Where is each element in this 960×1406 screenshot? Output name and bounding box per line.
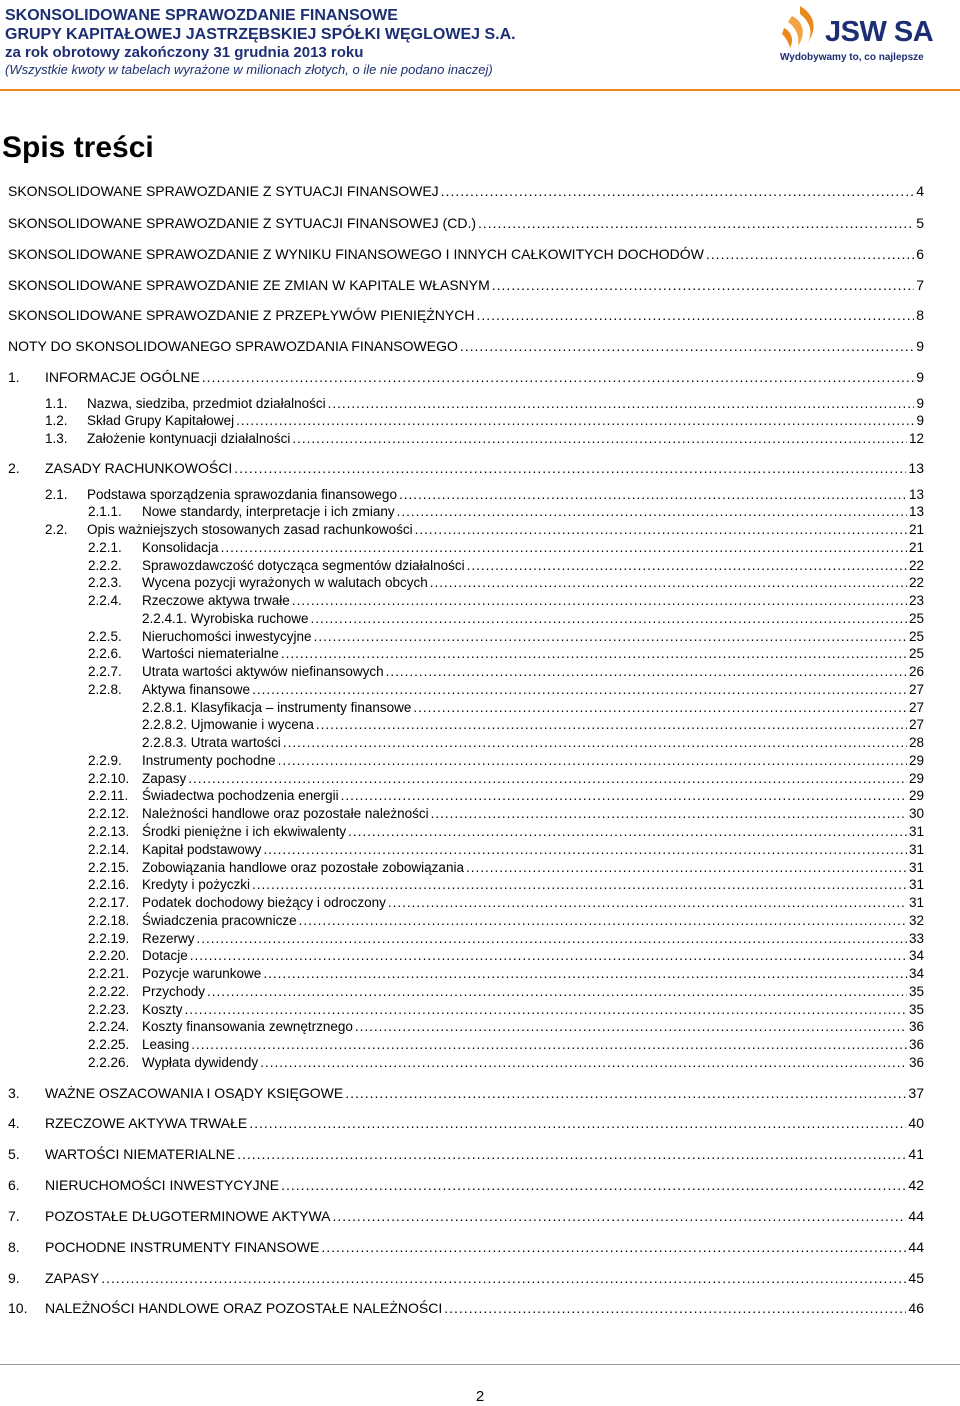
toc-entry-number: 2.2.7. xyxy=(88,664,122,679)
toc-entry-page: 36 xyxy=(908,1019,924,1034)
header-period: za rok obrotowy zakończony 31 grudnia 2013 roku xyxy=(5,44,364,61)
toc-entry-number: 2.2.15. xyxy=(88,860,130,875)
toc-dot-leader xyxy=(345,1085,906,1101)
toc-dot-leader xyxy=(283,735,907,750)
toc-entry-number: 2.2.26. xyxy=(88,1055,130,1070)
toc-entry-number: 2. xyxy=(8,460,20,476)
toc-entry-page: 9 xyxy=(916,396,924,411)
toc-entry[interactable] xyxy=(88,558,924,576)
toc-entry-title: 2.2.8.1. Klasyfikacja – instrumenty finansowe xyxy=(142,700,412,715)
toc-entry[interactable] xyxy=(8,277,924,295)
toc-entry[interactable] xyxy=(88,540,924,558)
toc-entry-page: 22 xyxy=(908,575,924,590)
toc-entry-number: 2.2.13. xyxy=(88,824,130,839)
toc-entry-title: POZOSTAŁE DŁUGOTERMINOWE AKTYWA xyxy=(45,1208,331,1224)
toc-entry-number: 2.2.14. xyxy=(88,842,130,857)
toc-entry-page: 25 xyxy=(908,611,924,626)
toc-entry-title: Leasing xyxy=(142,1037,190,1052)
toc-entry-title: SKONSOLIDOWANE SPRAWOZDANIE Z WYNIKU FINANSOWEGO I INNYCH CAŁKOWITYCH DOCHODÓW xyxy=(8,246,704,262)
logo-wordmark: JSW SA xyxy=(825,16,934,48)
logo-tagline: Wydobywamy to, co najlepsze xyxy=(780,52,924,63)
toc-dot-leader xyxy=(413,700,907,715)
toc-entry-page: 9 xyxy=(916,369,924,385)
toc-entry-page: 13 xyxy=(908,460,924,476)
toc-dot-leader xyxy=(185,1002,907,1017)
toc-entry-page: 29 xyxy=(908,753,924,768)
toc-dot-leader xyxy=(431,806,907,821)
toc-entry-number: 2.2.16. xyxy=(88,877,130,892)
toc-entry-number: 2.2.9. xyxy=(88,753,122,768)
toc-entry-title: Instrumenty pochodne xyxy=(142,753,276,768)
toc-entry[interactable] xyxy=(8,460,924,478)
toc-entry[interactable] xyxy=(8,369,924,387)
toc-entry[interactable] xyxy=(88,504,924,522)
toc-entry-number: 2.2.17. xyxy=(88,895,130,910)
toc-entry-title: Opis ważniejszych stosowanych zasad rachunkowości xyxy=(87,522,413,537)
toc-entry[interactable] xyxy=(88,1037,924,1055)
toc-entry-number: 1.2. xyxy=(45,413,68,428)
toc-entry-number: 3. xyxy=(8,1085,20,1101)
toc-dot-leader xyxy=(292,593,907,608)
toc-dot-leader xyxy=(252,877,907,892)
toc-entry-page: 29 xyxy=(908,771,924,786)
toc-entry-number: 2.2.6. xyxy=(88,646,122,661)
toc-entry-page: 28 xyxy=(908,735,924,750)
page-title: Spis treści xyxy=(2,131,154,164)
toc-entry[interactable] xyxy=(45,487,924,505)
toc-entry-title: Pozycje warunkowe xyxy=(142,966,262,981)
toc-entry-title: SKONSOLIDOWANE SPRAWOZDANIE Z SYTUACJI FINANSOWEJ xyxy=(8,183,439,199)
toc-entry-page: 32 xyxy=(908,913,924,928)
toc-entry-title: SKONSOLIDOWANE SPRAWOZDANIE Z SYTUACJI FINANSOWEJ (CD.) xyxy=(8,215,476,231)
toc-dot-leader xyxy=(207,984,907,999)
toc-dot-leader xyxy=(460,338,914,354)
toc-entry-page: 44 xyxy=(908,1208,924,1224)
toc-entry[interactable] xyxy=(8,246,924,264)
toc-dot-leader xyxy=(321,1239,906,1255)
toc-entry-number: 6. xyxy=(8,1177,20,1193)
toc-entry[interactable] xyxy=(142,611,924,629)
toc-entry-number: 2.2.10. xyxy=(88,771,130,786)
toc-entry-title: Należności handlowe oraz pozostałe należności xyxy=(142,806,429,821)
toc-entry-page: 23 xyxy=(908,593,924,608)
toc-dot-leader xyxy=(252,682,907,697)
toc-entry-number: 1.3. xyxy=(45,431,68,446)
toc-entry-title: Wartości niematerialne xyxy=(142,646,279,661)
toc-entry-page: 22 xyxy=(908,558,924,573)
toc-entry-number: 2.2.21. xyxy=(88,966,130,981)
toc-entry-title: ZASADY RACHUNKOWOŚCI xyxy=(45,460,233,476)
toc-entry-page: 45 xyxy=(908,1270,924,1286)
toc-entry-page: 8 xyxy=(916,307,924,323)
toc-entry[interactable] xyxy=(88,1019,924,1037)
toc-entry-title: Świadczenia pracownicze xyxy=(142,913,297,928)
toc-entry-title: WARTOŚCI NIEMATERIALNE xyxy=(45,1146,236,1162)
toc-dot-leader xyxy=(237,1146,906,1162)
toc-dot-leader xyxy=(263,966,907,981)
toc-dot-leader xyxy=(492,277,914,293)
toc-entry[interactable] xyxy=(88,806,924,824)
toc-entry-number: 8. xyxy=(8,1239,20,1255)
toc-dot-leader xyxy=(430,575,907,590)
toc-dot-leader xyxy=(388,895,907,910)
toc-entry-title: Przychody xyxy=(142,984,206,999)
toc-entry-number: 1. xyxy=(8,369,20,385)
toc-entry[interactable] xyxy=(8,1177,924,1195)
toc-entry-number: 2.2.12. xyxy=(88,806,130,821)
toc-entry-number: 7. xyxy=(8,1208,20,1224)
toc-dot-leader xyxy=(221,540,907,555)
toc-entry-title: Kapitał podstawowy xyxy=(142,842,262,857)
toc-entry[interactable] xyxy=(88,842,924,860)
toc-entry-title: POCHODNE INSTRUMENTY FINANSOWE xyxy=(45,1239,320,1255)
toc-entry-page: 4 xyxy=(916,183,924,199)
toc-entry[interactable] xyxy=(88,664,924,682)
toc-dot-leader xyxy=(202,369,914,385)
toc-entry-page: 42 xyxy=(908,1177,924,1193)
toc-entry-title: Podstawa sporządzenia sprawozdania finansowego xyxy=(87,487,397,502)
toc-entry-number: 2.2.1. xyxy=(88,540,122,555)
toc-entry-page: 27 xyxy=(908,717,924,732)
toc-entry[interactable] xyxy=(88,753,924,771)
toc-entry[interactable] xyxy=(8,1208,924,1226)
toc-entry-title: NOTY DO SKONSOLIDOWANEGO SPRAWOZDANIA FINANSOWEGO xyxy=(8,338,458,354)
toc-entry-title: Nieruchomości inwestycyjne xyxy=(142,629,312,644)
toc-entry-page: 36 xyxy=(908,1055,924,1070)
toc-dot-leader xyxy=(299,913,907,928)
toc-entry[interactable] xyxy=(8,183,924,201)
toc-entry[interactable] xyxy=(88,966,924,984)
toc-entry[interactable] xyxy=(88,771,924,789)
toc-entry-title: Nazwa, siedziba, przedmiot działalności xyxy=(87,396,326,411)
toc-entry-page: 34 xyxy=(908,948,924,963)
toc-entry[interactable] xyxy=(8,1300,924,1318)
toc-entry-number: 2.1. xyxy=(45,487,68,502)
toc-entry-number: 10. xyxy=(8,1300,28,1316)
toc-entry-title: NIERUCHOMOŚCI INWESTYCYJNE xyxy=(45,1177,280,1193)
toc-entry[interactable] xyxy=(8,307,924,325)
toc-entry[interactable] xyxy=(45,522,924,540)
toc-dot-leader xyxy=(706,246,914,262)
toc-entry[interactable] xyxy=(142,700,924,718)
toc-entry-page: 27 xyxy=(908,682,924,697)
toc-entry-page: 13 xyxy=(908,487,924,502)
toc-dot-leader xyxy=(397,504,907,519)
toc-entry-number: 2.2.5. xyxy=(88,629,122,644)
toc-entry[interactable] xyxy=(88,575,924,593)
toc-entry-title: Zapasy xyxy=(142,771,187,786)
toc-entry[interactable] xyxy=(8,1146,924,1164)
toc-entry-page: 44 xyxy=(908,1239,924,1255)
toc-entry-page: 41 xyxy=(908,1146,924,1162)
toc-entry[interactable] xyxy=(45,413,924,431)
toc-entry-title: ZAPASY xyxy=(45,1270,100,1286)
toc-dot-leader xyxy=(278,753,907,768)
toc-dot-leader xyxy=(348,824,907,839)
toc-dot-leader xyxy=(467,558,907,573)
toc-entry[interactable] xyxy=(88,948,924,966)
toc-entry-page: 25 xyxy=(908,646,924,661)
toc-dot-leader xyxy=(316,717,907,732)
toc-entry-title: Zobowiązania handlowe oraz pozostałe zobowiązania xyxy=(142,860,464,875)
toc-entry-number: 2.2.19. xyxy=(88,931,130,946)
toc-dot-leader xyxy=(249,1115,906,1131)
toc-entry-number: 2.2.24. xyxy=(88,1019,130,1034)
toc-dot-leader xyxy=(341,788,907,803)
toc-entry[interactable] xyxy=(88,1002,924,1020)
toc-dot-leader xyxy=(314,629,907,644)
toc-entry[interactable] xyxy=(142,735,924,753)
toc-entry[interactable] xyxy=(88,629,924,647)
toc-entry-page: 31 xyxy=(908,877,924,892)
toc-entry[interactable] xyxy=(45,431,924,449)
toc-entry-title: Założenie kontynuacji działalności xyxy=(87,431,291,446)
toc-entry-number: 2.2.11. xyxy=(88,788,129,803)
toc-entry-page: 35 xyxy=(908,1002,924,1017)
company-logo xyxy=(780,0,960,72)
toc-entry-page: 31 xyxy=(908,842,924,857)
toc-entry-number: 1.1. xyxy=(45,396,68,411)
toc-entry-page: 31 xyxy=(908,824,924,839)
toc-entry[interactable] xyxy=(88,860,924,878)
toc-entry-page: 12 xyxy=(908,431,924,446)
toc-dot-leader xyxy=(281,646,907,661)
toc-dot-leader xyxy=(355,1019,907,1034)
toc-entry-title: Dotacje xyxy=(142,948,188,963)
toc-entry-title: WAŻNE OSZACOWANIA I OSĄDY KSIĘGOWE xyxy=(45,1085,344,1101)
toc-entry[interactable] xyxy=(8,1115,924,1133)
toc-entry-title: SKONSOLIDOWANE SPRAWOZDANIE ZE ZMIAN W KAPITALE WŁASNYM xyxy=(8,277,490,293)
flame-icon xyxy=(780,2,826,52)
toc-entry[interactable] xyxy=(8,215,924,233)
toc-entry-page: 26 xyxy=(908,664,924,679)
toc-entry-page: 13 xyxy=(908,504,924,519)
toc-entry-page: 30 xyxy=(908,806,924,821)
toc-dot-leader xyxy=(191,1037,907,1052)
toc-entry-number: 2.2.23. xyxy=(88,1002,130,1017)
toc-entry[interactable] xyxy=(88,984,924,1002)
toc-entry-number: 2.2.18. xyxy=(88,913,130,928)
toc-dot-leader xyxy=(478,215,914,231)
toc-entry-title: Rezerwy xyxy=(142,931,195,946)
footer-divider xyxy=(0,1364,960,1365)
toc-entry-title: Świadectwa pochodzenia energii xyxy=(142,788,339,803)
toc-entry-number: 2.2.25. xyxy=(88,1037,130,1052)
toc-entry-title: NALEŻNOŚCI HANDLOWE ORAZ POZOSTAŁE NALEŻNOŚCI xyxy=(45,1300,443,1316)
header-note: (Wszystkie kwoty w tabelach wyrażone w milionach złotych, o ile nie podano inaczej) xyxy=(5,62,493,77)
toc-entry-number: 2.2.4. xyxy=(88,593,122,608)
toc-entry-title: RZECZOWE AKTYWA TRWAŁE xyxy=(45,1115,248,1131)
toc-dot-leader xyxy=(234,460,906,476)
toc-entry[interactable] xyxy=(88,593,924,611)
toc-dot-leader xyxy=(476,307,914,323)
toc-entry-number: 2.2.2. xyxy=(88,558,122,573)
toc-entry-title: 2.2.4.1. Wyrobiska ruchowe xyxy=(142,611,309,626)
toc-entry-number: 2.2.3. xyxy=(88,575,122,590)
toc-entry-title: Środki pieniężne i ich ekwiwalenty xyxy=(142,824,347,839)
toc-entry-title: Utrata wartości aktywów niefinansowych xyxy=(142,664,384,679)
toc-entry-number: 4. xyxy=(8,1115,20,1131)
toc-entry-page: 9 xyxy=(916,413,924,428)
toc-entry-page: 25 xyxy=(908,629,924,644)
toc-dot-leader xyxy=(263,842,907,857)
toc-dot-leader xyxy=(260,1055,907,1070)
toc-dot-leader xyxy=(310,611,907,626)
toc-dot-leader xyxy=(328,396,915,411)
toc-entry-number: 2.2.20. xyxy=(88,948,130,963)
toc-entry-title: Skład Grupy Kapitałowej xyxy=(87,413,235,428)
toc-entry-title: 2.2.8.3. Utrata wartości xyxy=(142,735,281,750)
toc-dot-leader xyxy=(197,931,907,946)
toc-dot-leader xyxy=(236,413,914,428)
toc-entry-number: 2.2. xyxy=(45,522,68,537)
toc-entry-title: Wycena pozycji wyrażonych w walutach obcych xyxy=(142,575,428,590)
toc-entry-number: 2.2.22. xyxy=(88,984,130,999)
toc-entry-page: 5 xyxy=(916,215,924,231)
toc-entry[interactable] xyxy=(88,824,924,842)
toc-entry-page: 36 xyxy=(908,1037,924,1052)
page-number: 2 xyxy=(475,1388,485,1405)
toc-entry-number: 2.1.1. xyxy=(88,504,122,519)
toc-entry-number: 2.2.8. xyxy=(88,682,122,697)
toc-entry-title: Aktywa finansowe xyxy=(142,682,251,697)
toc-entry-title: Podatek dochodowy bieżący i odroczony xyxy=(142,895,386,910)
toc-dot-leader xyxy=(386,664,907,679)
toc-entry[interactable] xyxy=(45,396,924,414)
toc-entry[interactable] xyxy=(88,1055,924,1073)
toc-dot-leader xyxy=(441,183,915,199)
toc-entry[interactable] xyxy=(8,338,924,356)
toc-dot-leader xyxy=(281,1177,906,1193)
header-divider xyxy=(0,89,960,91)
toc-entry-title: Wypłata dywidendy xyxy=(142,1055,259,1070)
toc-entry-title: Koszty finansowania zewnętrznego xyxy=(142,1019,353,1034)
toc-entry-title: SKONSOLIDOWANE SPRAWOZDANIE Z PRZEPŁYWÓW PIENIĘŻNYCH xyxy=(8,307,475,323)
toc-entry[interactable] xyxy=(8,1270,924,1288)
toc-dot-leader xyxy=(415,522,907,537)
toc-entry-title: 2.2.8.2. Ujmowanie i wycena xyxy=(142,717,314,732)
toc-entry-title: Kredyty i pożyczki xyxy=(142,877,251,892)
toc-entry[interactable] xyxy=(8,1239,924,1257)
toc-entry-page: 6 xyxy=(916,246,924,262)
toc-entry[interactable] xyxy=(8,1085,924,1103)
toc-entry-page: 9 xyxy=(916,338,924,354)
toc-entry-page: 31 xyxy=(908,860,924,875)
header-title-line2: GRUPY KAPITAŁOWEJ JASTRZĘBSKIEJ SPÓŁKI WĘGLOWEJ S.A. xyxy=(5,26,516,43)
toc-dot-leader xyxy=(188,771,907,786)
toc-entry-page: 21 xyxy=(908,540,924,555)
toc-dot-leader xyxy=(332,1208,906,1224)
toc-entry-number: 9. xyxy=(8,1270,20,1286)
document-header xyxy=(5,6,765,78)
toc-entry-title: Konsolidacja xyxy=(142,540,219,555)
toc-entry-title: INFORMACJE OGÓLNE xyxy=(45,369,200,385)
toc-entry[interactable] xyxy=(88,877,924,895)
toc-entry-page: 37 xyxy=(908,1085,924,1101)
toc-entry-title: Nowe standardy, interpretacje i ich zmiany xyxy=(142,504,395,519)
toc-entry[interactable] xyxy=(88,913,924,931)
toc-entry-page: 40 xyxy=(908,1115,924,1131)
toc-entry[interactable] xyxy=(88,788,924,806)
toc-entry[interactable] xyxy=(88,646,924,664)
toc-entry[interactable] xyxy=(88,682,924,700)
toc-dot-leader xyxy=(466,860,907,875)
toc-entry-page: 46 xyxy=(908,1300,924,1316)
toc-dot-leader xyxy=(292,431,907,446)
toc-entry-number: 5. xyxy=(8,1146,20,1162)
toc-entry-title: Rzeczowe aktywa trwałe xyxy=(142,593,290,608)
toc-entry-page: 7 xyxy=(916,277,924,293)
toc-entry[interactable] xyxy=(142,717,924,735)
toc-entry-page: 31 xyxy=(908,895,924,910)
toc-entry-title: Koszty xyxy=(142,1002,183,1017)
toc-entry-page: 35 xyxy=(908,984,924,999)
toc-dot-leader xyxy=(399,487,907,502)
toc-entry-page: 33 xyxy=(908,931,924,946)
toc-entry[interactable] xyxy=(88,931,924,949)
toc-dot-leader xyxy=(190,948,907,963)
toc-dot-leader xyxy=(101,1270,906,1286)
toc-entry-page: 27 xyxy=(908,700,924,715)
toc-entry-title: Sprawozdawczość dotycząca segmentów działalności xyxy=(142,558,465,573)
toc-dot-leader xyxy=(444,1300,906,1316)
toc-entry[interactable] xyxy=(88,895,924,913)
toc-entry-page: 34 xyxy=(908,966,924,981)
toc-entry-page: 29 xyxy=(908,788,924,803)
toc-entry-page: 21 xyxy=(908,522,924,537)
header-title-line1: SKONSOLIDOWANE SPRAWOZDANIE FINANSOWE xyxy=(5,7,398,24)
